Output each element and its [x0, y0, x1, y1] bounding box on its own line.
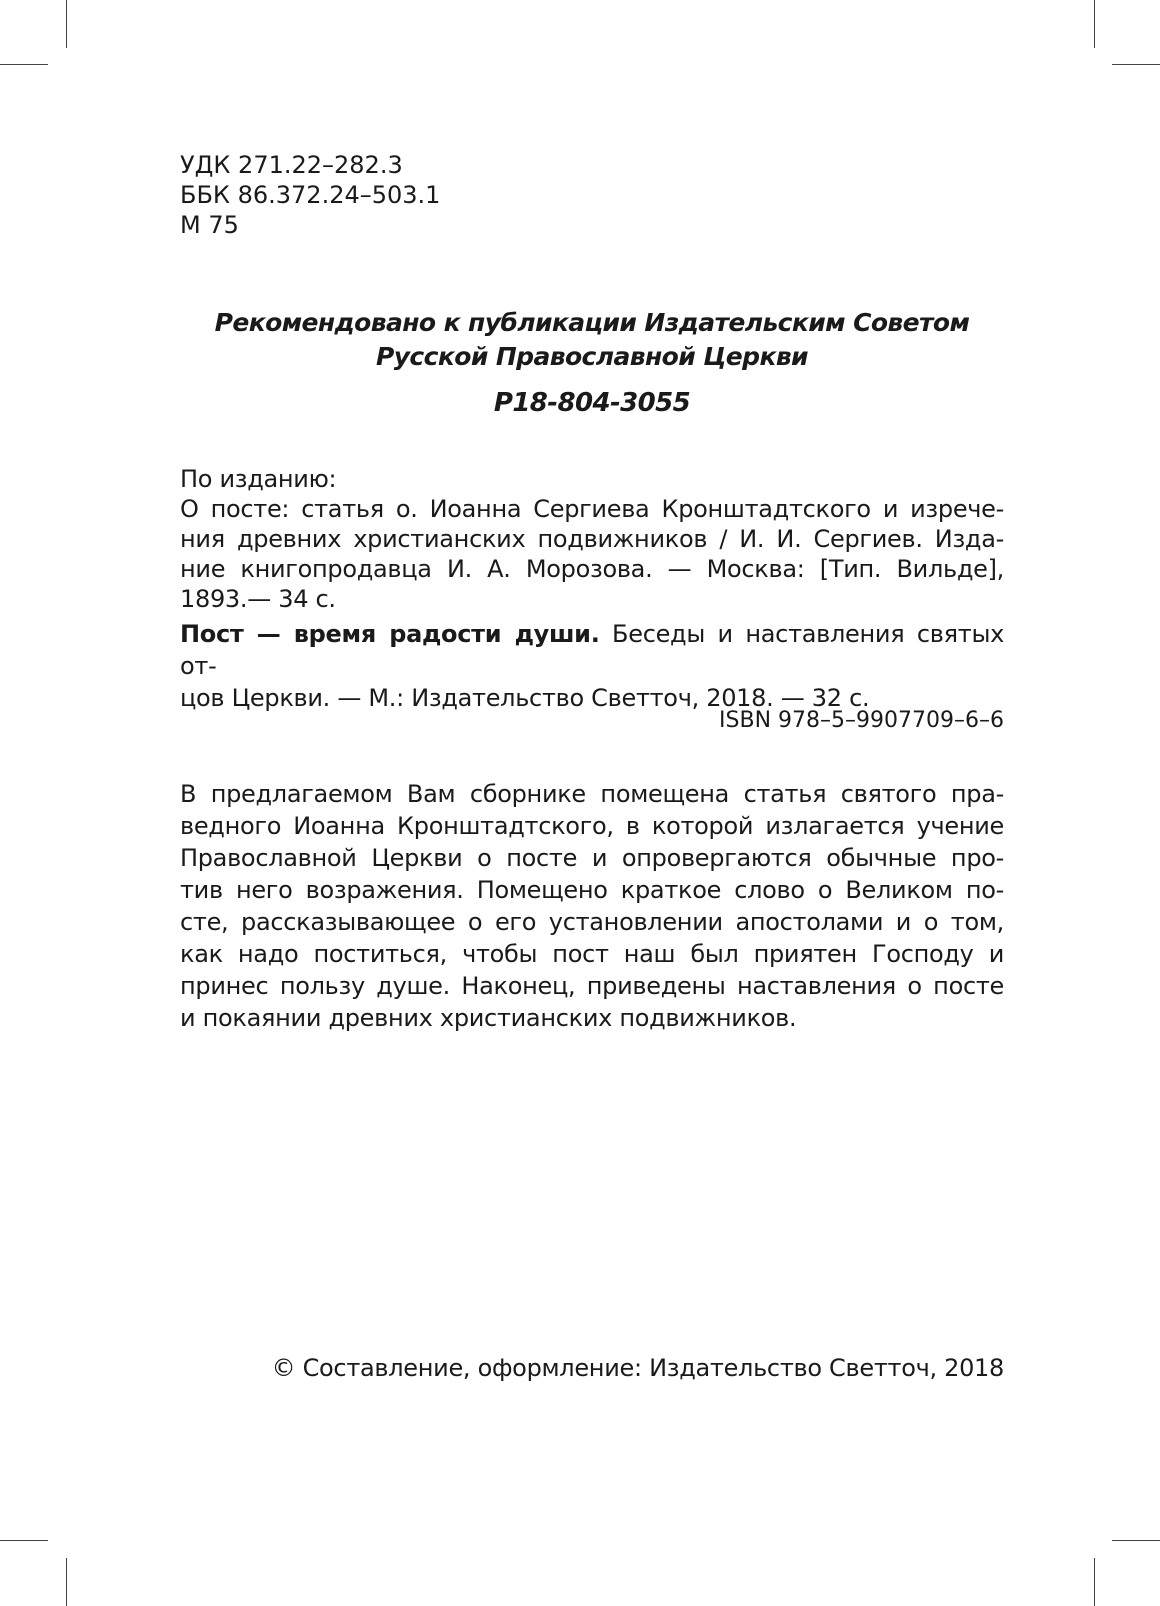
- recommendation-line-2: Русской Православной Церкви: [376, 342, 808, 371]
- citation: [180, 618, 1004, 714]
- annotation: [180, 778, 1004, 1034]
- recommendation-line-1: Рекомендовано к публикации Издательским Советом: [214, 308, 970, 337]
- recommendation-block: [180, 306, 1004, 420]
- crop-mark-bottom-left-vertical: [66, 1558, 67, 1606]
- source-edition-line: ния древних христианских подвижников / И. И. Сергиев. Изда-: [180, 525, 1004, 553]
- annotation-line: принес пользу душе. Наконец, приведены наставления о посте: [180, 972, 1004, 1000]
- crop-mark-bottom-right-vertical: [1094, 1558, 1095, 1606]
- source-edition-line: О посте: статья о. Иоанна Сергиева Кронштадтского и изрече-: [180, 495, 1004, 523]
- annotation-line: как надо поститься, чтобы пост наш был приятен Господу и: [180, 940, 1004, 968]
- source-edition-line: ние книгопродавца И. А. Морозова. — Москва: [Тип. Вильде],: [180, 555, 1004, 583]
- crop-mark-top-right-vertical: [1094, 0, 1095, 48]
- copyright-line: © Составление, оформление: Издательство Светточ, 2018: [271, 1354, 1004, 1382]
- citation-line-1-rest: Беседы и наставления святых от-: [180, 620, 1004, 680]
- isbn: ISBN 978–5–9907709–6–6: [719, 708, 1004, 733]
- crop-mark-top-left-horizontal: [0, 64, 48, 65]
- annotation-line: В предлагаемом Вам сборнике помещена статья святого пра-: [180, 780, 1004, 808]
- annotation-line: ведного Иоанна Кронштадтского, в которой излагается учение: [180, 812, 1004, 840]
- annotation-line: тив него возражения. Помещено краткое слово о Великом по-: [180, 876, 1004, 904]
- recommendation-code: Р18-804-3055: [493, 388, 691, 418]
- source-edition: [180, 464, 1004, 614]
- classification-codes: [180, 150, 440, 240]
- citation-line-1: [180, 618, 1004, 682]
- udk-code: УДК 271.22–282.3: [180, 151, 403, 179]
- annotation-line: и покаянии древних христианских подвижников.: [180, 1004, 797, 1032]
- citation-line-2: цов Церкви. — М.: Издательство Светточ, 2018. — 32 с.: [180, 684, 870, 712]
- bbk-code: ББК 86.372.24–503.1: [180, 181, 441, 209]
- source-edition-line: 1893.— 34 с.: [180, 585, 336, 613]
- annotation-line: Православной Церкви о посте и опровергаются обычные про-: [180, 844, 1004, 872]
- crop-mark-bottom-left-horizontal: [0, 1540, 48, 1541]
- annotation-line: сте, рассказывающее о его установлении апостолами и о том,: [180, 908, 1004, 936]
- author-mark: М 75: [180, 211, 239, 239]
- book-title: Пост — время радости души.: [180, 620, 600, 648]
- crop-mark-top-left-vertical: [66, 0, 67, 48]
- crop-mark-bottom-right-horizontal: [1112, 1540, 1160, 1541]
- crop-mark-top-right-horizontal: [1112, 64, 1160, 65]
- source-edition-heading: По изданию:: [180, 465, 337, 493]
